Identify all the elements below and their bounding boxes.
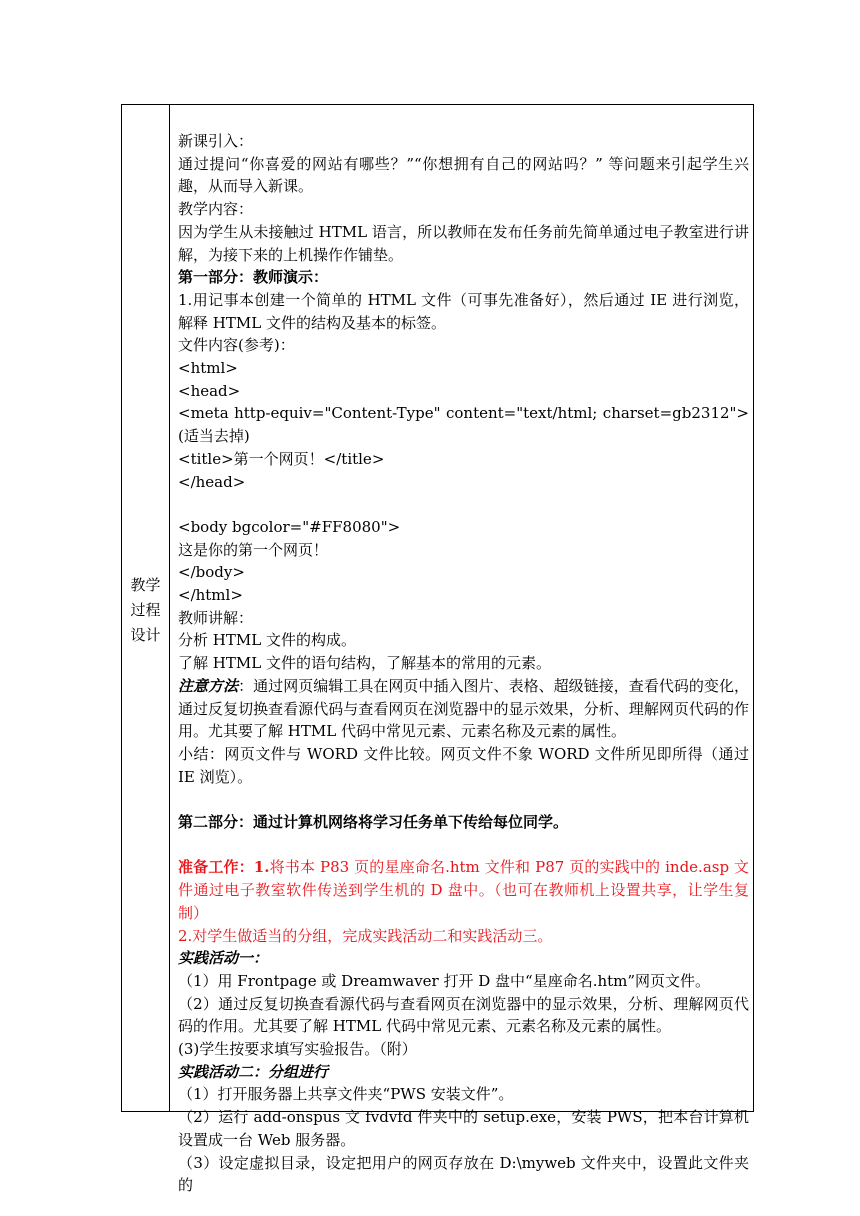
paragraph: 分析 HTML 文件的构成。 xyxy=(178,631,356,650)
code-line: <title>第一个网页！</title> xyxy=(178,449,385,468)
paragraph xyxy=(178,856,749,924)
row-label-line: 教学 xyxy=(130,576,161,594)
prep-label: 准备工作：1. xyxy=(178,858,270,877)
code-line: <html> xyxy=(178,359,238,378)
part-one-heading: 第一部分：教师演示： xyxy=(178,268,329,287)
row-label-line: 过程 xyxy=(130,601,161,619)
activity-one-heading: 实践活动一： xyxy=(178,949,269,968)
code-line: 这是你的第一个网页！ xyxy=(178,540,329,559)
code-line: </html> xyxy=(178,586,243,605)
paragraph: （1）打开服务器上共享文件夹“PWS 安装文件”。 xyxy=(178,1085,514,1104)
code-line: <body bgcolor="#FF8080"> xyxy=(178,517,401,536)
note-label: 注意方法 xyxy=(178,676,239,695)
paragraph: 了解 HTML 文件的语句结构，了解基本的常用的元素。 xyxy=(178,654,551,673)
blank-line xyxy=(178,788,749,811)
part-two-heading: 第二部分：通过计算机网络将学习任务单下传给每位同学。 xyxy=(178,813,569,832)
code-line: <meta http-equiv="Content-Type" content="text/html; charset=gb2312"> (适当去掉) xyxy=(178,404,749,446)
paragraph: 因为学生从未接触过 HTML 语言，所以教师在发布任务前先简单通过电子教室进行讲解，为接下来的上机操作作铺垫。 xyxy=(178,222,749,264)
row-label xyxy=(122,573,169,648)
paragraph: 2.对学生做适当的分组，完成实践活动二和实践活动三。 xyxy=(178,926,553,945)
lesson-table xyxy=(121,104,754,1195)
section-heading: 教学内容： xyxy=(178,200,254,219)
paragraph: 通过提问“你喜爱的网站有哪些？”“你想拥有自己的网站吗？” 等问题来引起学生兴趣，从而导入新课。 xyxy=(178,154,749,196)
paragraph: 小结：网页文件与 WORD 文件比较。网页文件不象 WORD 文件所见即所得（通过 IE 浏览）。 xyxy=(178,744,749,786)
lesson-content xyxy=(178,130,749,1195)
prep-text: 将书本 P83 页的星座命名.htm 文件和 P87 页的实践中的 inde.asp 文件通过电子教室软件传送到学生机的 D 盘中。（也可在教师机上设置共享，让学生复制） xyxy=(178,858,749,922)
column-divider xyxy=(169,105,170,1111)
activity-two-heading: 实践活动二：分组进行 xyxy=(178,1062,329,1081)
paragraph: （3）设定虚拟目录，设定把用户的网页存放在 D:\myweb 文件夹中，设置此文件夹的 xyxy=(178,1153,749,1195)
blank-line xyxy=(178,493,749,516)
paragraph xyxy=(178,675,749,743)
note-text: ：通过网页编辑工具在网页中插入图片、表格、超级链接，查看代码的变化，通过反复切换查看源代码与查看网页在浏览器中的显示效果，分析、理解网页代码的作用。尤其要了解 HTML 代码中常见元素、元素名称及元素的属性。 xyxy=(178,676,749,741)
code-line: </body> xyxy=(178,563,245,582)
paragraph: (3)学生按要求填写实验报告。（附） xyxy=(178,1040,417,1059)
paragraph: （2）运行 add-onspus 文 fvdvfd 件夹中的 setup.exe，安装 PWS，把本台计算机设置成一台 Web 服务器。 xyxy=(178,1108,749,1149)
paragraph: 文件内容(参考)： xyxy=(178,336,295,355)
section-heading: 新课引入： xyxy=(178,132,254,150)
paragraph: （2）通过反复切换查看源代码与查看网页在浏览器中的显示效果，分析、理解网页代码的作用。尤其要了解 HTML 代码中常见元素、元素名称及元素的属性。 xyxy=(178,994,749,1036)
row-label-line: 设计 xyxy=(130,626,161,644)
code-line: <head> xyxy=(178,381,241,400)
code-line: </head> xyxy=(178,472,246,491)
section-heading: 教师讲解： xyxy=(178,608,254,627)
paragraph: 1.用记事本创建一个简单的 HTML 文件（可事先准备好），然后通过 IE 进行浏览，解释 HTML 文件的结构及基本的标签。 xyxy=(178,290,749,332)
paragraph: （1）用 Frontpage 或 Dreamwaver 打开 D 盘中“星座命名.htm”网页文件。 xyxy=(178,971,711,990)
blank-line xyxy=(178,834,749,857)
